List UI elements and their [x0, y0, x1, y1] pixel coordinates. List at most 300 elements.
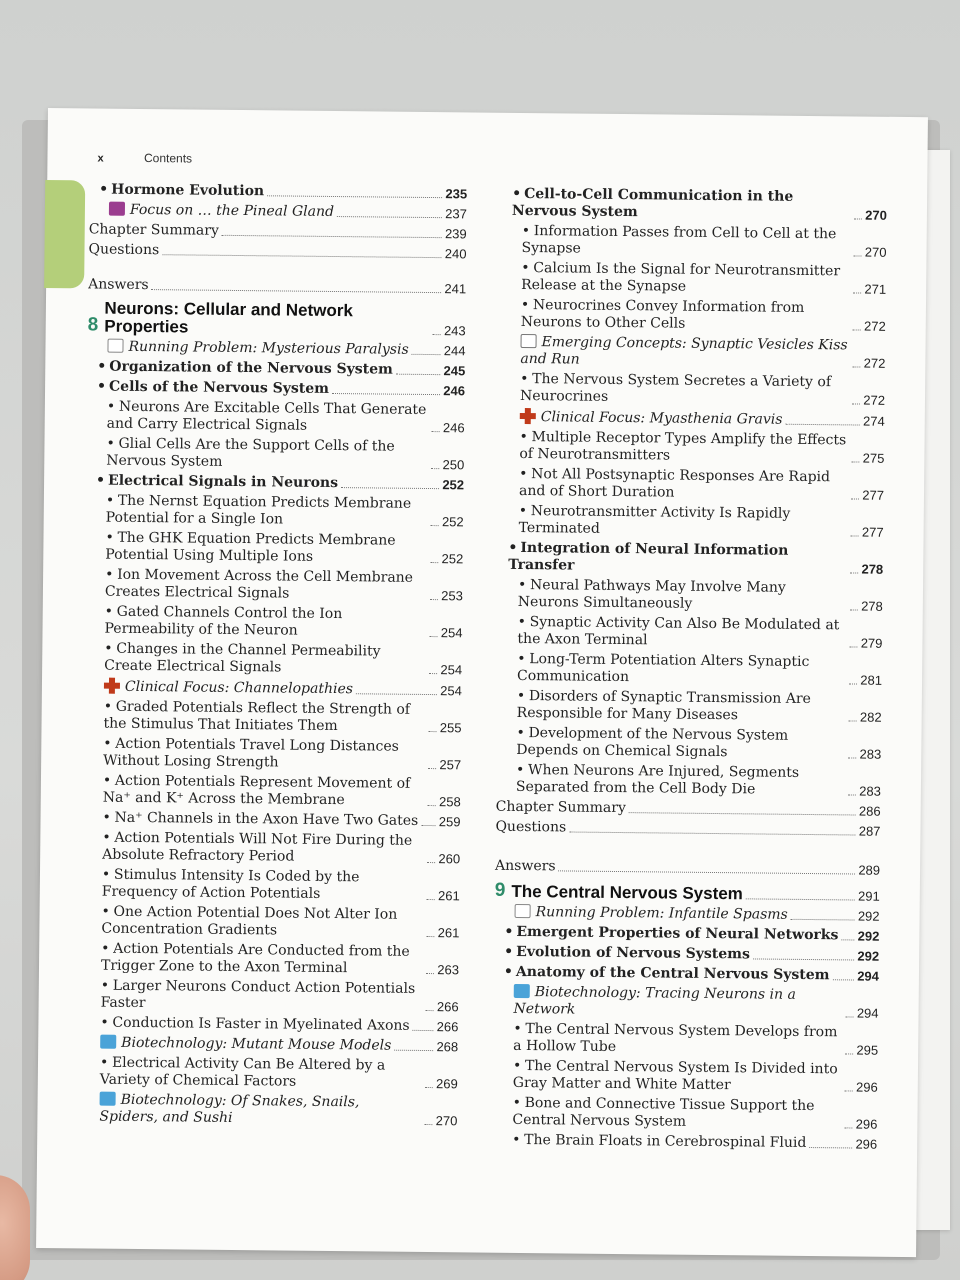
entry-title: Integration of Neural Information Transfer: [508, 539, 789, 574]
page-ref: 243: [443, 323, 466, 339]
leader-dots: [853, 292, 861, 293]
page-ref: 274: [862, 413, 885, 429]
leader-dots: [832, 979, 854, 980]
leader-dots: [853, 366, 861, 367]
entry-title: Glial Cells Are the Support Cells of the Nervous System: [106, 435, 395, 470]
emerging-concepts-icon: [521, 334, 537, 348]
page-ref: 296: [855, 1136, 878, 1152]
bullet-icon: •: [517, 650, 526, 668]
page-ref: 266: [436, 1019, 459, 1035]
leader-dots: [162, 254, 442, 258]
bullet-icon: •: [521, 259, 530, 277]
bullet-icon: •: [99, 181, 109, 198]
toc-backmatter: [495, 819, 880, 840]
page-ref: 271: [864, 281, 887, 297]
page-ref: 270: [864, 244, 887, 260]
entry-title: Answers: [495, 857, 556, 875]
bullet-icon: •: [520, 296, 530, 314]
entry-title: When Neurons Are Injured, Segments Separated from the Cell Body Die: [515, 762, 800, 798]
chapter-number: 8: [87, 314, 99, 336]
bullet-icon: •: [517, 576, 527, 594]
page-ref: 246: [442, 420, 465, 436]
toc-backmatter: [88, 241, 466, 262]
entry-title: The Brain Floats in Cerebrospinal Fluid: [524, 1132, 807, 1151]
leader-dots: [412, 354, 441, 355]
page-ref: 266: [436, 999, 459, 1015]
left-column: [79, 178, 467, 1129]
bullet-icon: •: [518, 502, 528, 520]
entry-title: Electrical Signals in Neurons: [108, 472, 339, 492]
leader-dots: [332, 393, 440, 395]
leader-dots: [432, 468, 440, 469]
leader-dots: [337, 216, 442, 218]
leader-dots: [852, 403, 860, 404]
leader-dots: [849, 683, 857, 684]
right-column: [492, 183, 887, 1153]
toc-entry: [493, 1058, 878, 1096]
toc-entry: [497, 651, 882, 689]
bullet-icon: •: [512, 185, 522, 202]
entry-title: The GHK Equation Predicts Membrane Potential Using Multiple Ions: [105, 529, 396, 565]
clinical-focus-icon: [104, 678, 120, 694]
entry-title: Multiple Receptor Types Amplify the Effects of Neurotransmitters: [519, 429, 847, 464]
toc-section: [86, 472, 464, 493]
entry-title: The Nernst Equation Predicts Membrane Potential for a Single Ion: [105, 492, 412, 528]
leader-dots: [432, 431, 440, 432]
page-ref: 237: [445, 206, 467, 222]
page-ref: 281: [860, 672, 883, 688]
leader-dots: [853, 329, 861, 330]
leader-dots: [809, 1147, 852, 1148]
page-ref: 294: [857, 968, 880, 984]
entry-title: One Action Potential Does Not Alter Ion Concentration Gradients: [101, 903, 398, 939]
leader-dots: [427, 936, 435, 937]
chapter-number: 9: [494, 879, 506, 901]
running-problem-icon: [107, 339, 123, 353]
leader-dots: [431, 525, 439, 526]
entry-title: Cell-to-Cell Communication in the Nervous System: [511, 185, 794, 221]
leader-dots: [791, 919, 855, 921]
toc-entry: [89, 201, 467, 222]
bullet-icon: •: [101, 940, 110, 957]
leader-dots: [267, 195, 442, 198]
leader-dots: [845, 1127, 853, 1128]
page-ref: 287: [858, 823, 881, 839]
entry-title: Action Potentials Will Not Fire During the Absolute Refractory Period: [102, 829, 413, 865]
entry-title: Evolution of Nervous Systems: [516, 943, 750, 963]
leader-dots: [785, 424, 860, 426]
entry-title: Running Problem: Infantile Spasms: [535, 904, 788, 923]
toc-entry: [81, 977, 459, 1015]
chapter-title: The Central Nervous System: [511, 881, 743, 904]
page-ref: 283: [859, 783, 881, 799]
leader-dots: [425, 1087, 433, 1088]
bullet-icon: •: [519, 428, 528, 446]
entry-title: Ion Movement Across the Cell Membrane Creates Electrical Signals: [104, 566, 414, 602]
bullet-icon: •: [105, 529, 114, 546]
entry-title: The Nervous System Secretes a Variety of Neurocrines: [519, 371, 832, 405]
entry-title: Neural Pathways May Involve Many Neurons Simultaneously: [517, 577, 786, 612]
bullet-icon: •: [96, 472, 106, 489]
bullet-icon: •: [512, 1094, 521, 1112]
bullet-icon: •: [521, 222, 531, 240]
toc-entry: [498, 577, 883, 615]
entry-title: Neurocrines Convey Information from Neurons to Other Cells: [520, 297, 805, 332]
leader-dots: [848, 794, 856, 795]
page-ref: 241: [444, 281, 467, 297]
leader-dots: [852, 461, 860, 462]
toc-backmatter: [495, 858, 880, 879]
page-ref: 255: [439, 720, 462, 736]
page-ref: 253: [441, 588, 463, 604]
entry-title: Emerging Concepts: Synaptic Vesicles Kiss and Run: [520, 334, 848, 368]
leader-dots: [851, 498, 859, 499]
leader-dots: [753, 958, 855, 960]
leader-dots: [152, 289, 442, 293]
toc-entry: [79, 1091, 457, 1129]
page-ref: 261: [437, 888, 460, 904]
page-ref: 252: [441, 551, 464, 567]
entry-title: Hormone Evolution: [111, 181, 265, 200]
bullet-icon: •: [104, 603, 114, 620]
clinical-focus-icon: [520, 408, 536, 424]
toc-backmatter: [496, 799, 881, 820]
page-ref: 246: [443, 383, 466, 399]
leader-dots: [850, 572, 858, 573]
leader-dots: [845, 1053, 853, 1054]
page-ref: 277: [862, 487, 885, 503]
entry-title: Larger Neurons Conduct Action Potentials Faster: [100, 977, 416, 1012]
leader-dots: [430, 599, 438, 600]
page-ref: 254: [440, 662, 463, 678]
entry-title: Action Potentials Represent Movement of Na⁺ and K⁺ Across the Membrane: [102, 772, 411, 809]
bullet-icon: •: [105, 566, 114, 583]
page-ref: 260: [438, 851, 461, 867]
page-ref: 278: [861, 561, 884, 577]
bullet-icon: •: [101, 903, 110, 920]
page-ref: 283: [859, 746, 882, 762]
page-ref: 292: [857, 928, 880, 944]
entry-title: Chapter Summary: [495, 798, 626, 817]
leader-dots: [427, 862, 435, 863]
entry-title: Focus on … the Pineal Gland: [129, 201, 335, 221]
entry-title: Calcium Is the Signal for Neurotransmitter Release at the Synapse: [521, 260, 841, 295]
bullet-icon: •: [102, 809, 111, 826]
entry-title: Action Potentials Travel Long Distances Without Losing Strength: [103, 735, 399, 771]
page-ref: 261: [437, 925, 460, 941]
page-ref: 268: [436, 1039, 459, 1055]
toc-entry: [83, 735, 461, 773]
page-ref: 294: [856, 1005, 879, 1021]
biotechnology-icon: [514, 984, 530, 998]
leader-dots: [841, 939, 854, 940]
entry-title: Questions: [88, 241, 160, 259]
leader-dots: [845, 1090, 853, 1091]
leader-dots: [846, 1016, 854, 1017]
page-ref: 245: [443, 363, 466, 379]
bullet-icon: •: [103, 698, 113, 715]
toc-section: [87, 378, 465, 399]
page-ref: 295: [856, 1042, 879, 1058]
bullet-icon: •: [504, 943, 514, 960]
page-ref: 240: [444, 246, 467, 262]
leader-dots: [849, 720, 857, 721]
leader-dots: [850, 646, 858, 647]
entry-title: Information Passes from Cell to Cell at the Synapse: [521, 223, 837, 257]
toc-entry: [81, 940, 459, 978]
entry-title: Biotechnology: Tracing Neurons in a Network: [513, 984, 796, 1018]
page-ref: 272: [863, 318, 886, 334]
toc-entry: [499, 466, 884, 504]
toc-entry: [495, 904, 880, 925]
entry-title: Organization of the Nervous System: [109, 358, 393, 378]
leader-dots: [427, 899, 435, 900]
leader-dots: [222, 235, 442, 238]
biotechnology-icon: [100, 1035, 116, 1049]
leader-dots: [341, 487, 439, 489]
toc-entry: [497, 688, 882, 726]
leader-dots: [426, 1010, 434, 1011]
toc-entry: [82, 809, 460, 830]
leader-dots: [429, 731, 437, 732]
entry-title: Action Potentials Are Conducted from the Trigger Zone to the Axon Terminal: [100, 940, 410, 977]
entry-title: Chapter Summary: [88, 221, 220, 239]
page-ref: 259: [438, 814, 461, 830]
toc-entry: [499, 429, 884, 467]
bullet-icon: •: [106, 435, 115, 452]
leader-dots: [849, 757, 857, 758]
page-ref: 270: [435, 1113, 458, 1129]
page-ref: 296: [855, 1116, 878, 1132]
entry-title: Changes in the Channel Permeability Create Electrical Signals: [104, 640, 381, 676]
bullet-icon: •: [97, 358, 107, 375]
page-ref: 272: [863, 392, 886, 408]
leader-dots: [746, 898, 855, 900]
bullet-icon: •: [97, 378, 107, 395]
toc-section: [502, 186, 887, 224]
toc-entry: [84, 677, 462, 699]
entry-title: Neurotransmitter Activity Is Rapidly Terminated: [518, 503, 791, 537]
bullet-icon: •: [512, 1057, 522, 1075]
entry-title: Disorders of Synaptic Transmission Are Responsible for Many Diseases: [516, 688, 811, 724]
leader-dots: [854, 218, 862, 219]
toc-section: [498, 540, 883, 578]
page-ref: 277: [861, 524, 884, 540]
toc-entry: [83, 772, 461, 810]
leader-dots: [425, 1124, 433, 1125]
entry-title: Anatomy of the Central Nervous System: [515, 963, 830, 984]
entry-title: Electrical Activity Can Be Altered by a Variety of Chemical Factors: [99, 1054, 386, 1090]
page-number: x: [97, 152, 104, 165]
toc-entry: [500, 408, 885, 430]
page-ref: 282: [859, 709, 882, 725]
leader-dots: [430, 636, 438, 637]
toc-section: [494, 964, 879, 985]
toc-entry: [501, 260, 886, 298]
page-ref: 286: [858, 803, 881, 819]
toc-entry: [86, 492, 464, 530]
leader-dots: [850, 609, 858, 610]
toc-entry: [500, 371, 885, 409]
entry-title: Biotechnology: Of Snakes, Snails, Spiders, and Sushi: [99, 1091, 360, 1126]
entry-title: Cells of the Nervous System: [109, 378, 330, 397]
toc-entry: [80, 1034, 458, 1055]
bullet-icon: •: [100, 977, 110, 994]
toc-entry: [501, 223, 886, 261]
toc-entry: [84, 603, 462, 641]
toc-entry: [86, 435, 464, 473]
entry-title: The Central Nervous System Develops from a Hollow Tube: [513, 1021, 838, 1055]
toc-entry: [85, 529, 463, 567]
page-ref: 239: [444, 226, 467, 242]
toc-entry: [82, 829, 460, 867]
entry-title: Na⁺ Channels in the Axon Have Two Gates: [114, 809, 419, 829]
leader-dots: [421, 825, 436, 826]
entry-title: Not All Postsynaptic Responses Are Rapid and of Short Duration: [518, 466, 831, 501]
page-ref: 254: [440, 683, 462, 699]
entry-title: Long-Term Potentiation Alters Synaptic Communication: [516, 651, 810, 686]
leader-dots: [429, 673, 437, 674]
toc-entry: [492, 1132, 877, 1153]
leader-dots: [431, 562, 439, 563]
bullet-icon: •: [99, 1054, 109, 1071]
page-ref: 279: [860, 635, 883, 651]
page-ref: 235: [445, 186, 468, 202]
bullet-icon: •: [102, 829, 111, 846]
leader-dots: [851, 535, 859, 536]
toc-entry: [80, 1054, 458, 1092]
focus-on-icon: [109, 202, 125, 216]
page-ref: 292: [857, 948, 880, 964]
bullet-icon: •: [516, 724, 525, 742]
toc-entry: [493, 984, 878, 1022]
chapter-tab: [44, 180, 85, 288]
entry-title: Development of the Nervous System Depends on Chemical Signals: [516, 725, 789, 761]
entry-title: Clinical Focus: Myasthenia Gravis: [540, 409, 783, 428]
toc-entry: [81, 903, 459, 941]
leader-dots: [433, 334, 441, 335]
bullet-icon: •: [516, 687, 526, 705]
bullet-icon: •: [517, 613, 526, 631]
leader-dots: [396, 374, 441, 375]
page-ref: 269: [436, 1076, 458, 1092]
page-ref: 292: [857, 908, 880, 924]
entry-title: Gated Channels Control the Ion Permeability of the Neuron: [104, 603, 343, 639]
page-ref: 254: [440, 625, 463, 641]
page-ref: 296: [856, 1079, 878, 1095]
toc-section: [89, 181, 467, 202]
toc-entry: [500, 334, 885, 372]
page-ref: 244: [443, 343, 466, 359]
toc-section: [87, 358, 465, 379]
leader-dots: [426, 973, 434, 974]
leader-dots: [356, 693, 437, 695]
entry-title: Stimulus Intensity Is Coded by the Frequency of Action Potentials: [101, 866, 360, 902]
chapter-heading: [88, 299, 466, 339]
toc-entry: [87, 338, 465, 359]
leader-dots: [428, 768, 436, 769]
entry-title: Questions: [495, 818, 567, 836]
toc-entry: [492, 1095, 877, 1133]
bullet-icon: •: [508, 539, 518, 556]
toc-section: [494, 944, 879, 965]
entry-title: The Central Nervous System Is Divided into Gray Matter and White Matter: [512, 1058, 838, 1094]
toc-backmatter: [88, 276, 466, 297]
bullet-icon: •: [100, 1014, 109, 1031]
toc-entry: [87, 398, 465, 436]
page-ref: 250: [442, 457, 465, 473]
bullet-icon: •: [104, 640, 113, 657]
page-ref: 263: [437, 962, 460, 978]
toc-entry: [83, 698, 461, 736]
page-ref: 289: [858, 862, 881, 878]
running-head: Contents: [143, 151, 193, 166]
biotechnology-icon: [100, 1092, 116, 1106]
entry-title: Answers: [88, 276, 149, 294]
entry-title: Clinical Focus: Channelopathies: [124, 678, 354, 698]
bullet-icon: •: [102, 772, 112, 789]
page-ref: 270: [865, 207, 888, 223]
page-ref: 252: [441, 514, 464, 530]
page-ref: 257: [439, 757, 462, 773]
running-problem-icon: [515, 904, 531, 918]
toc-entry: [85, 566, 463, 604]
page-ref: 258: [438, 794, 461, 810]
bullet-icon: •: [103, 735, 112, 752]
bullet-icon: •: [105, 492, 115, 509]
bullet-icon: •: [513, 1020, 522, 1038]
bullet-icon: •: [101, 866, 111, 883]
leader-dots: [394, 1050, 433, 1051]
chapter-heading: [495, 881, 880, 905]
toc-entry: [496, 762, 881, 800]
leader-dots: [629, 812, 856, 815]
leader-dots: [559, 870, 856, 874]
entry-title: Neurons Are Excitable Cells That Generate and Carry Electrical Signals: [106, 398, 427, 434]
leader-dots: [854, 255, 862, 256]
bullet-icon: •: [519, 465, 528, 483]
page-ref: 291: [858, 888, 880, 904]
bullet-icon: •: [106, 398, 116, 415]
bullet-icon: •: [512, 1131, 521, 1149]
bullet-icon: •: [516, 761, 525, 779]
toc-entry: [497, 614, 882, 652]
leader-dots: [413, 1030, 434, 1031]
toc-entry: [84, 640, 462, 678]
entry-title: Synaptic Activity Can Also Be Modulated at the Axon Terminal: [517, 614, 840, 649]
toc-entry: [80, 1014, 458, 1035]
page-header: [97, 149, 192, 168]
bullet-icon: •: [503, 963, 514, 980]
leader-dots: [569, 831, 856, 835]
entry-title: Conduction Is Faster in Myelinated Axons: [112, 1014, 410, 1034]
entry-title: Emergent Properties of Neural Networks: [516, 923, 839, 944]
toc-entry: [82, 866, 460, 904]
entry-title: Biotechnology: Mutant Mouse Models: [121, 1034, 392, 1054]
toc-entry: [496, 725, 881, 763]
toc-backmatter: [89, 221, 467, 242]
page-ref: 252: [442, 477, 465, 493]
toc-entry: [499, 503, 884, 541]
page-ref: 272: [863, 355, 886, 371]
bullet-icon: •: [520, 370, 529, 388]
toc-entry: [493, 1021, 878, 1059]
book-page: [36, 108, 928, 1257]
entry-title: Running Problem: Mysterious Paralysis: [128, 338, 409, 358]
toc-section: [494, 924, 879, 945]
entry-title: Graded Potentials Reflect the Strength of the Stimulus That Initiates Them: [103, 698, 411, 735]
page-ref: 275: [862, 450, 885, 466]
